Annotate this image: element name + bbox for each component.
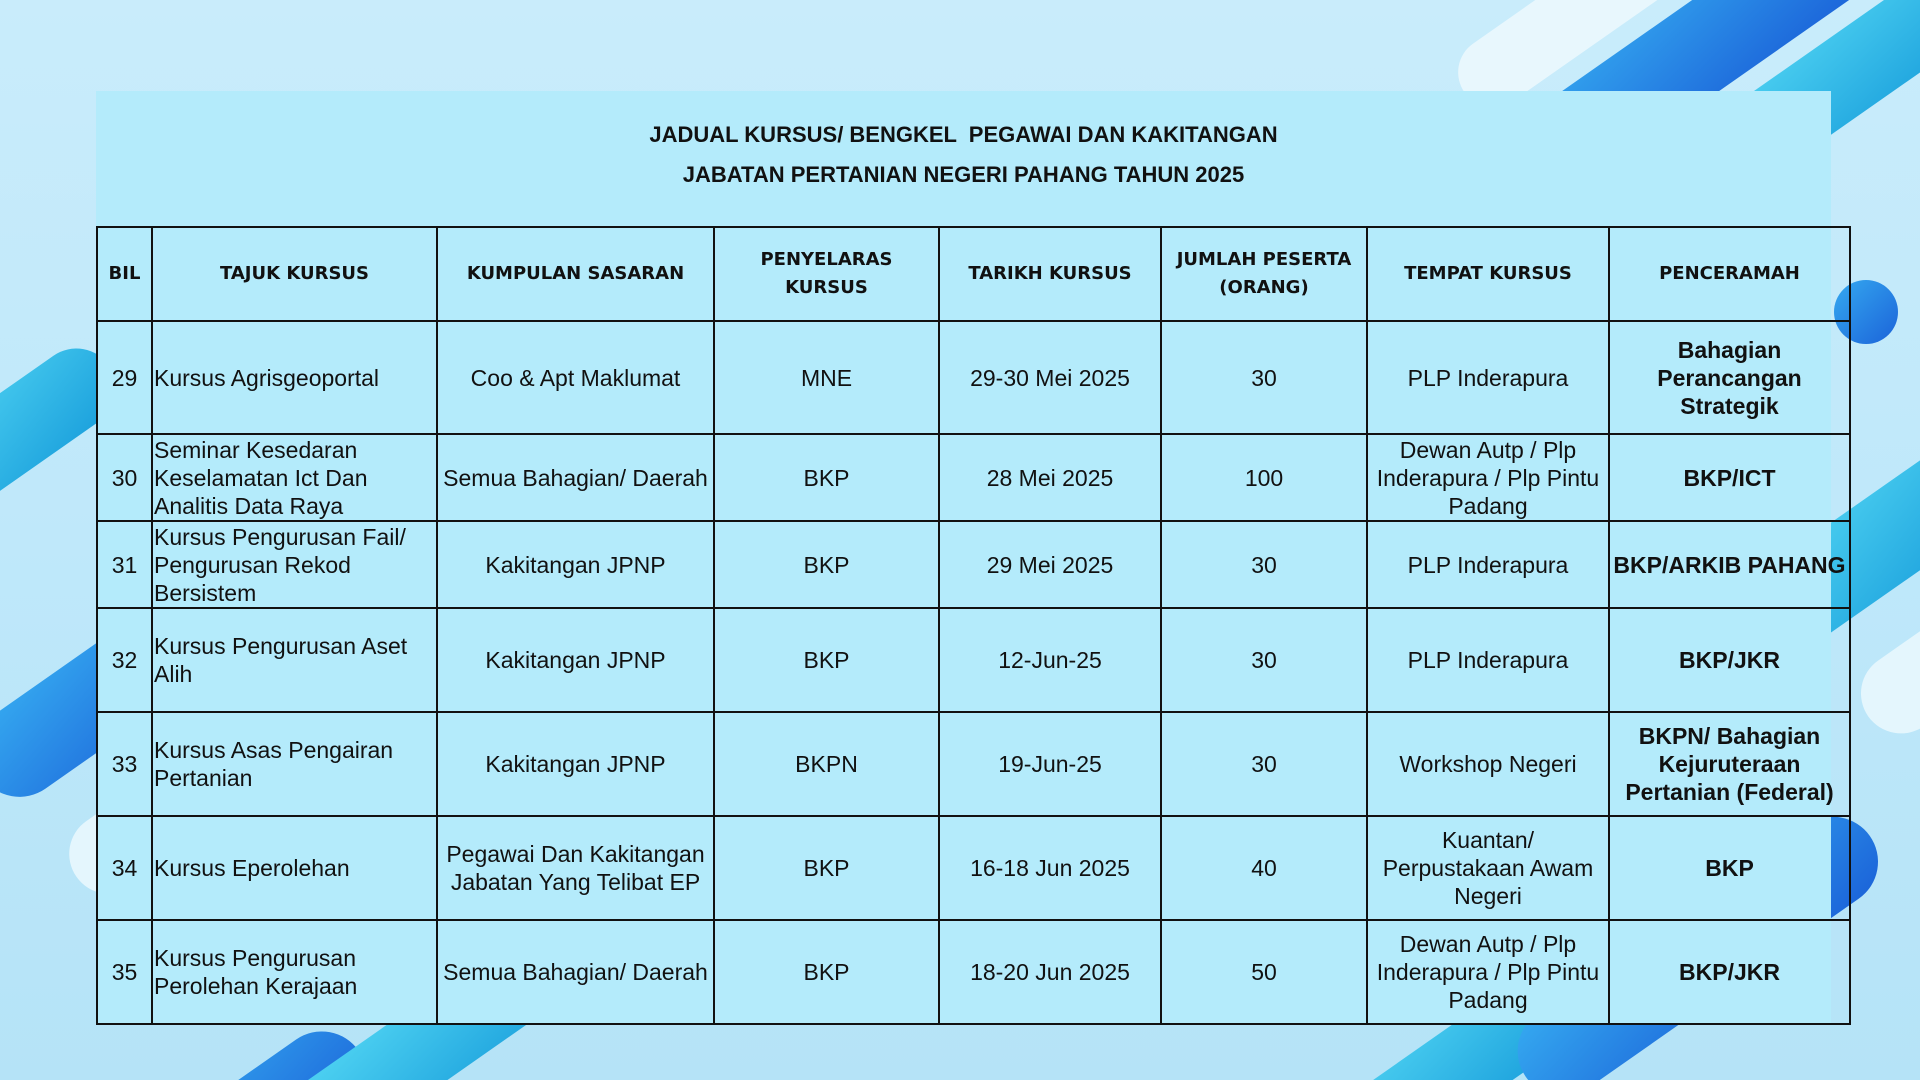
table-row <box>97 608 1850 712</box>
table-header-row <box>97 227 1850 321</box>
header-jumlah-line-2: (ORANG) <box>1219 277 1309 298</box>
cell-jumlah: 40 <box>1161 816 1367 920</box>
cell-penceramah: BKP/JKR <box>1609 608 1850 712</box>
cell-bil: 31 <box>97 521 152 608</box>
cell-kumpulan: Kakitangan JPNP <box>437 712 714 816</box>
cell-jumlah: 50 <box>1161 920 1367 1024</box>
cell-penyelaras: BKP <box>714 920 939 1024</box>
document-title <box>96 115 1831 195</box>
cell-tajuk: Seminar Kesedaran Keselamatan Ict Dan Analitis Data Raya <box>152 434 437 521</box>
cell-tempat: Dewan Autp / Plp Inderapura / Plp Pintu Padang <box>1367 434 1609 521</box>
cell-kumpulan: Pegawai Dan Kakitangan Jabatan Yang Telibat EP <box>437 816 714 920</box>
cell-tarikh: 12-Jun-25 <box>939 608 1161 712</box>
course-schedule-table <box>96 226 1851 1025</box>
cell-penceramah: BKP <box>1609 816 1850 920</box>
cell-jumlah: 30 <box>1161 521 1367 608</box>
title-line-1: JADUAL KURSUS/ BENGKEL PEGAWAI DAN KAKITANGAN <box>649 122 1278 147</box>
cell-tajuk: Kursus Pengurusan Perolehan Kerajaan <box>152 920 437 1024</box>
cell-penceramah: Bahagian Perancangan Strategik <box>1609 321 1850 434</box>
header-penceramah: PENCERAMAH <box>1609 227 1850 321</box>
cell-tempat: Dewan Autp / Plp Inderapura / Plp Pintu Padang <box>1367 920 1609 1024</box>
table-row <box>97 712 1850 816</box>
cell-bil: 32 <box>97 608 152 712</box>
cell-tajuk: Kursus Agrisgeoportal <box>152 321 437 434</box>
cell-bil: 30 <box>97 434 152 521</box>
cell-kumpulan: Kakitangan JPNP <box>437 521 714 608</box>
cell-tarikh: 16-18 Jun 2025 <box>939 816 1161 920</box>
cell-bil: 29 <box>97 321 152 434</box>
cell-jumlah: 30 <box>1161 712 1367 816</box>
header-jumlah-peserta <box>1161 227 1367 321</box>
cell-tempat: PLP Inderapura <box>1367 521 1609 608</box>
header-tempat-kursus: TEMPAT KURSUS <box>1367 227 1609 321</box>
cell-penceramah: BKP/ARKIB PAHANG <box>1609 521 1850 608</box>
cell-penyelaras: BKP <box>714 608 939 712</box>
cell-tarikh: 18-20 Jun 2025 <box>939 920 1161 1024</box>
header-jumlah-line-1: JUMLAH PESERTA <box>1176 249 1352 270</box>
cell-tempat: PLP Inderapura <box>1367 321 1609 434</box>
cell-penyelaras: MNE <box>714 321 939 434</box>
cell-tempat: Kuantan/ Perpustakaan Awam Negeri <box>1367 816 1609 920</box>
cell-tarikh: 28 Mei 2025 <box>939 434 1161 521</box>
cell-tarikh: 29-30 Mei 2025 <box>939 321 1161 434</box>
table-row <box>97 321 1850 434</box>
cell-bil: 33 <box>97 712 152 816</box>
table-row <box>97 521 1850 608</box>
cell-penceramah: BKP/ICT <box>1609 434 1850 521</box>
cell-penceramah: BKP/JKR <box>1609 920 1850 1024</box>
cell-kumpulan: Kakitangan JPNP <box>437 608 714 712</box>
cell-kumpulan: Semua Bahagian/ Daerah <box>437 434 714 521</box>
cell-kumpulan: Semua Bahagian/ Daerah <box>437 920 714 1024</box>
cell-penyelaras: BKP <box>714 434 939 521</box>
cell-tajuk: Kursus Eperolehan <box>152 816 437 920</box>
cell-jumlah: 30 <box>1161 321 1367 434</box>
cell-tarikh: 29 Mei 2025 <box>939 521 1161 608</box>
cell-penyelaras: BKP <box>714 521 939 608</box>
cell-bil: 34 <box>97 816 152 920</box>
cell-tarikh: 19-Jun-25 <box>939 712 1161 816</box>
cell-jumlah: 100 <box>1161 434 1367 521</box>
header-tarikh-kursus: TARIKH KURSUS <box>939 227 1161 321</box>
header-tajuk-kursus: TAJUK KURSUS <box>152 227 437 321</box>
cell-bil: 35 <box>97 920 152 1024</box>
cell-penceramah: BKPN/ Bahagian Kejuruteraan Pertanian (Federal) <box>1609 712 1850 816</box>
header-penyelaras-kursus: PENYELARAS KURSUS <box>714 227 939 321</box>
table-row <box>97 920 1850 1024</box>
cell-tajuk: Kursus Asas Pengairan Pertanian <box>152 712 437 816</box>
header-kumpulan-sasaran: KUMPULAN SASARAN <box>437 227 714 321</box>
cell-kumpulan: Coo & Apt Maklumat <box>437 321 714 434</box>
cell-penyelaras: BKP <box>714 816 939 920</box>
cell-jumlah: 30 <box>1161 608 1367 712</box>
schedule-card <box>96 91 1846 1025</box>
title-line-2: JABATAN PERTANIAN NEGERI PAHANG TAHUN 2025 <box>682 162 1245 187</box>
table-row <box>97 816 1850 920</box>
cell-tempat: PLP Inderapura <box>1367 608 1609 712</box>
cell-tajuk: Kursus Pengurusan Fail/ Pengurusan Rekod Bersistem <box>152 521 437 608</box>
cell-penyelaras: BKPN <box>714 712 939 816</box>
header-bil: BIL <box>97 227 152 321</box>
cell-tempat: Workshop Negeri <box>1367 712 1609 816</box>
cell-tajuk: Kursus Pengurusan Aset Alih <box>152 608 437 712</box>
table-row <box>97 434 1850 521</box>
